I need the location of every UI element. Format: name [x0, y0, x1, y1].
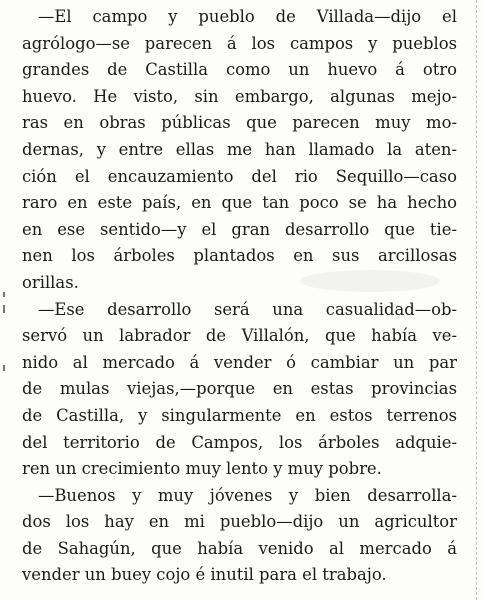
text-line: ren un crecimiento muy lento y muy pobre. [22, 459, 382, 479]
text-line: ras en obras públicas que parecen muy mo- [22, 113, 457, 133]
text-line: grandes de Castilla como un huevo á otro [22, 60, 457, 80]
text-line: huevo. He visto, sin embargo, algunas mejo- [22, 86, 457, 106]
text-line: de mulas viejas,—porque en estas provincias [22, 379, 457, 399]
text-line: en ese sentido—y el gran desarrollo que tie- [22, 219, 457, 239]
text-line: servó un labrador de Villalón, que había ve- [22, 326, 457, 346]
text-line: orillas. [22, 272, 79, 292]
margin-mark [3, 292, 5, 297]
text-line: nido al mercado á vender ó cambiar un par [22, 352, 457, 372]
text-line: dernas, y entre ellas me han llamado la aten- [22, 139, 457, 159]
text-line: —Ese desarrollo será una casualidad—ob- [38, 299, 457, 319]
column-rule [476, 0, 477, 600]
text-line: agrólogo—se parecen á los campos y pueblos [22, 33, 457, 53]
text-line: del territorio de Campos, los árboles adquie- [22, 432, 457, 452]
text-line: de Sahagún, que había venido al mercado á [22, 538, 457, 558]
margin-mark [3, 365, 5, 371]
text-line: dos los hay en mi pueblo—dijo un agricultor [22, 512, 457, 532]
text-line: —Buenos y muy jóvenes y bien desarrolla- [38, 485, 457, 505]
text-line: nen los árboles plantados en sus arcillosas [22, 246, 457, 266]
article-text [22, 4, 457, 589]
margin-mark [3, 305, 5, 313]
text-line: raro en este país, en que tan poco se ha hecho [22, 193, 457, 213]
text-line: vender un buey cojo é inutil para el trabajo. [22, 565, 387, 585]
text-line: —El campo y pueblo de Villada—dijo el [38, 7, 457, 26]
text-line: ción el encauzamiento del rio Sequillo—caso [22, 166, 457, 186]
text-line: de Castilla, y singularmente en estos terrenos [22, 405, 457, 425]
